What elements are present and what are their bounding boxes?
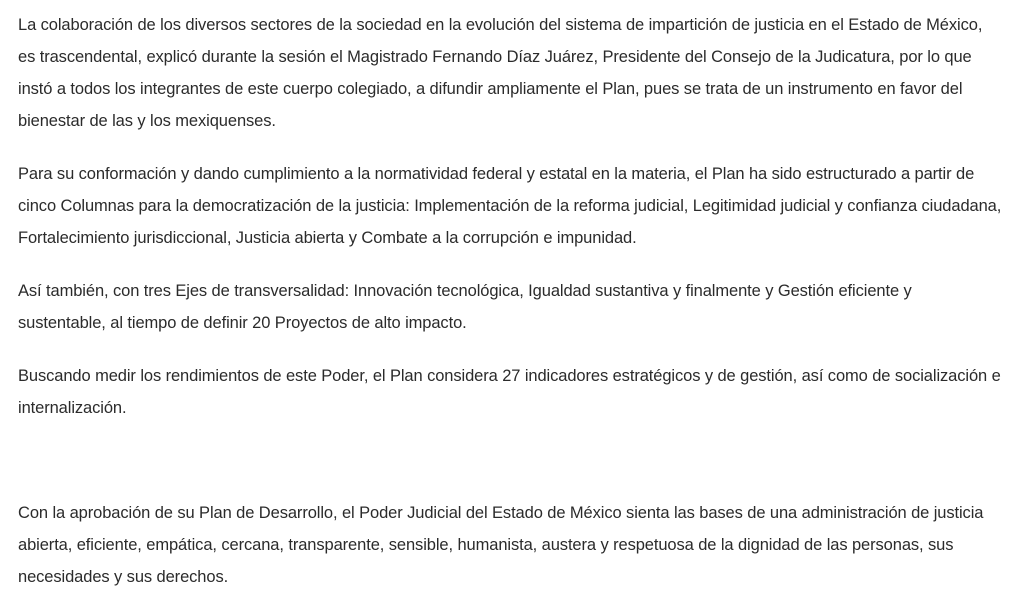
paragraph-collaboration: La colaboración de los diversos sectores de la sociedad en la evolución del sistema de impartición de justicia en el Estado de México, es trascendental, explicó durante la sesión el Magistrado Fernando Díaz Juárez, Presidente del Consejo de la Judicatura, por lo que instó a todos los integrantes de este cuerpo colegiado, a difundir ampliamente el Plan, pues se trata de un instrumento en favor del bienestar de las y los mexiquenses. [18, 16, 983, 130]
paragraph-transversal-axes: Así también, con tres Ejes de transversalidad: Innovación tecnológica, Igualdad sustantiva y finalmente y Gestión eficiente y sustentable, al tiempo de definir 20 Proyectos de alto impacto. [18, 282, 912, 332]
paragraph-conclusion: Con la aprobación de su Plan de Desarrollo, el Poder Judicial del Estado de México sienta las bases de una administración de justicia abierta, eficiente, empática, cercana, transparente, sensible, humanista, austera y respetuosa de la dignidad de las personas, sus necesidades y sus derechos. [18, 504, 984, 586]
paragraph-indicators: Buscando medir los rendimientos de este Poder, el Plan considera 27 indicadores estratégicos y de gestión, así como de socialización e internalización. [18, 367, 1001, 417]
paragraph-structure-columns: Para su conformación y dando cumplimiento a la normatividad federal y estatal en la materia, el Plan ha sido estructurado a partir de cinco Columnas para la democratización de la justicia: Implementación de la reforma judicial, Legitimidad judicial y confianza ciudadana, Fortalecimiento jurisdiccional, Justicia abierta y Combate a la corrupción e impunidad. [18, 165, 1002, 247]
empty-spacer [18, 424, 1008, 497]
